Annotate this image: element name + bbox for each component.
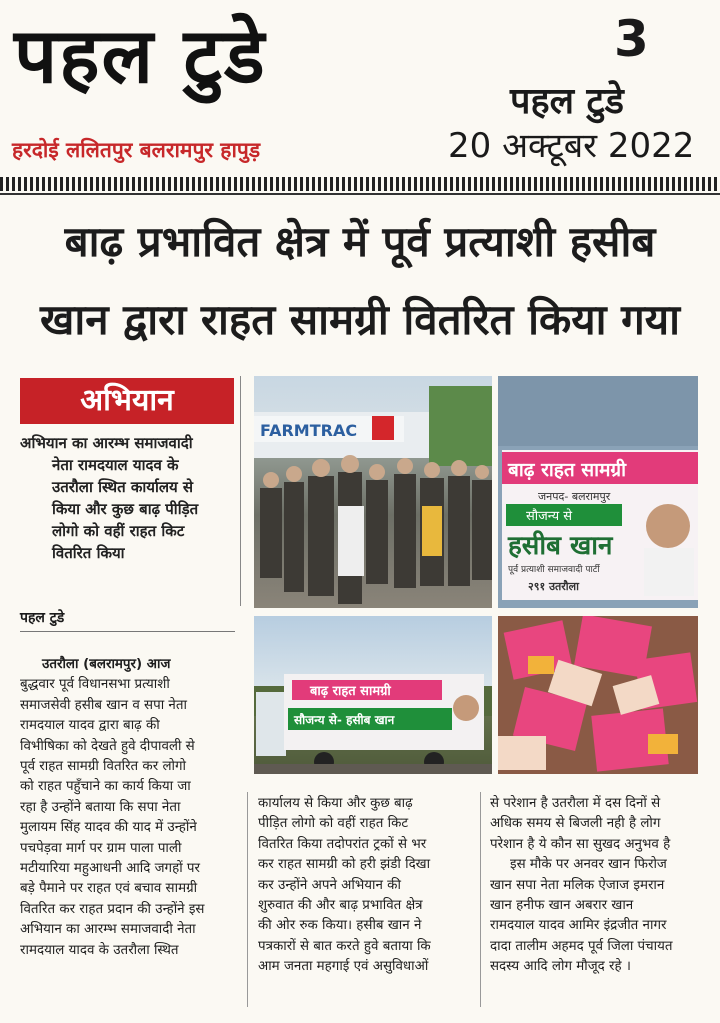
body-line: रामदयाल यादव द्वारा बाढ़ की [20,718,160,734]
body-line: वितरित कर राहत प्रदान की उन्होंने इस [20,901,205,917]
body-line: रहा है उन्होंने बताया कि सपा नेता [20,799,181,815]
body-line: इस मौके पर अनवर खान फिरोज [510,857,667,873]
banner-place: २९१ उतरौला [528,580,579,593]
headline-line-2: खान द्वारा राहत सामग्री वितरित किया गया [39,295,681,344]
body-line: समाजसेवी हसीब खान व सपा नेता [20,697,187,713]
body-line: मुलायम सिंह यादव की याद में उन्होंने [20,820,197,836]
body-line: विभीषिका को देखते हुवे दीपावली से [20,738,195,754]
photo-crowd [254,376,492,608]
body-line: शुरुवात की और बाढ़ प्रभावित क्षेत्र [258,898,423,914]
column-divider [240,376,241,606]
body-line: बुद्धवार पूर्व विधानसभा प्रत्याशी [20,677,170,693]
intro-summary [20,432,235,564]
body-line: कार्यालय से किया और कुछ बाढ़ [258,796,413,811]
masthead-title: पहल टुडे [14,11,267,100]
edition-cities: हरदोई ललितपुर बलरामपुर हापुड़ [12,138,261,162]
banner-name: हसीब खान [508,531,613,561]
body-line: उतरौला (बलरामपुर) आज [42,657,171,672]
body-line: खान सपा नेता मलिक ऐजाज इमरान [490,877,665,893]
body-line: अधिक समय से बिजली नही है लोग [490,816,661,832]
body-line: पीड़ित लोगो को वहीं राहत किट [258,816,409,832]
body-line: पचपेड़वा मार्ग पर ग्राम पाला पाली [20,840,182,856]
banner-district: जनपद- बलरामपुर [538,490,611,503]
intro-line: किया और कुछ बाढ़ पीड़ित [52,500,199,518]
body-line: को राहत पहुँचाने का कार्य किया जा [20,779,191,795]
photo-banner-closeup [498,376,698,608]
body-line: परेशान है ये कौन सा सुखद अनुभव है [490,836,671,852]
banner-role: पूर्व प्रत्याशी समाजवादी पार्टी [508,565,600,575]
farmtrac-sign: FARMTRAC [260,421,358,440]
photo-relief-bags [498,616,698,774]
body-column-2 [258,794,470,978]
body-line: की ओर रुक किया। हसीब खान ने [258,918,422,934]
banner-courtesy: सौजन्य से [526,509,573,524]
column-divider [480,792,481,1007]
body-line: आम जनता महगाई एवं असुविधाओं [258,959,429,975]
intro-line: अभियान का आरम्भ समाजवादी [20,434,193,452]
body-line: कर उन्होंने अपने अभियान की [258,877,401,893]
masthead-underline [0,193,720,195]
body-line: खान हनीफ खान अबरार खान [490,898,634,914]
masthead-rule [0,177,720,191]
body-line: दादा तालीम अहमद पूर्व जिला पंचायत [490,938,673,954]
body-line: पूर्व राहत सामग्री वितरित कर लोगो [20,759,187,775]
intro-line: लोगो को वहीं राहत किट [52,522,185,540]
body-line: सदस्य आदि लोग मौजूद रहे । [490,959,631,975]
byline-rule [20,631,235,632]
paper-name: पहल टुडे [510,81,624,122]
body-line: कर राहत सामग्री को हरी झंडी दिखा [258,857,431,873]
body-column-3 [490,794,702,978]
issue-date: 20 अक्टूबर 2022 [448,126,695,166]
intro-line: नेता रामदयाल यादव के [52,456,179,474]
body-column-1 [20,655,236,961]
intro-line: उतरौला स्थित कार्यालय से [52,478,194,496]
body-line: पत्रकारों से बात करते हुवे बताया कि [258,938,431,954]
body-line: वितरित किया तदोपरांत ट्रकों से भर [258,836,427,852]
body-line: अभियान का आरम्भ समाजवादी नेता [20,922,196,938]
body-line: से परेशान है उतरौला में दस दिनों से [490,796,661,811]
intro-line: वितरित किया [52,544,125,562]
body-line: बड़े पैमाने पर राहत एवं बचाव सामग्री [20,881,198,897]
page-number: 3 [614,10,649,68]
body-line: रामदयाल यादव आमिर इंद्रजीत नागर [490,918,667,934]
column-divider [247,792,248,1007]
body-line: रामदयाल यादव के उतरौला स्थित [20,942,179,958]
body-line: मटीयारिया महुआधनी आदि जगहों पर [20,861,201,877]
truck-banner-title: बाढ़ राहत सामग्री [310,684,391,699]
banner-title: बाढ़ राहत सामग्री [508,459,627,481]
photo-relief-truck [254,616,492,774]
section-tag: अभियान [20,378,234,424]
byline: पहल टुडे [20,610,65,626]
truck-banner-name: सौजन्य से- हसीब खान [294,713,395,727]
headline-line-1: बाढ़ प्रभावित क्षेत्र में पूर्व प्रत्याशी हसीब [64,217,656,266]
